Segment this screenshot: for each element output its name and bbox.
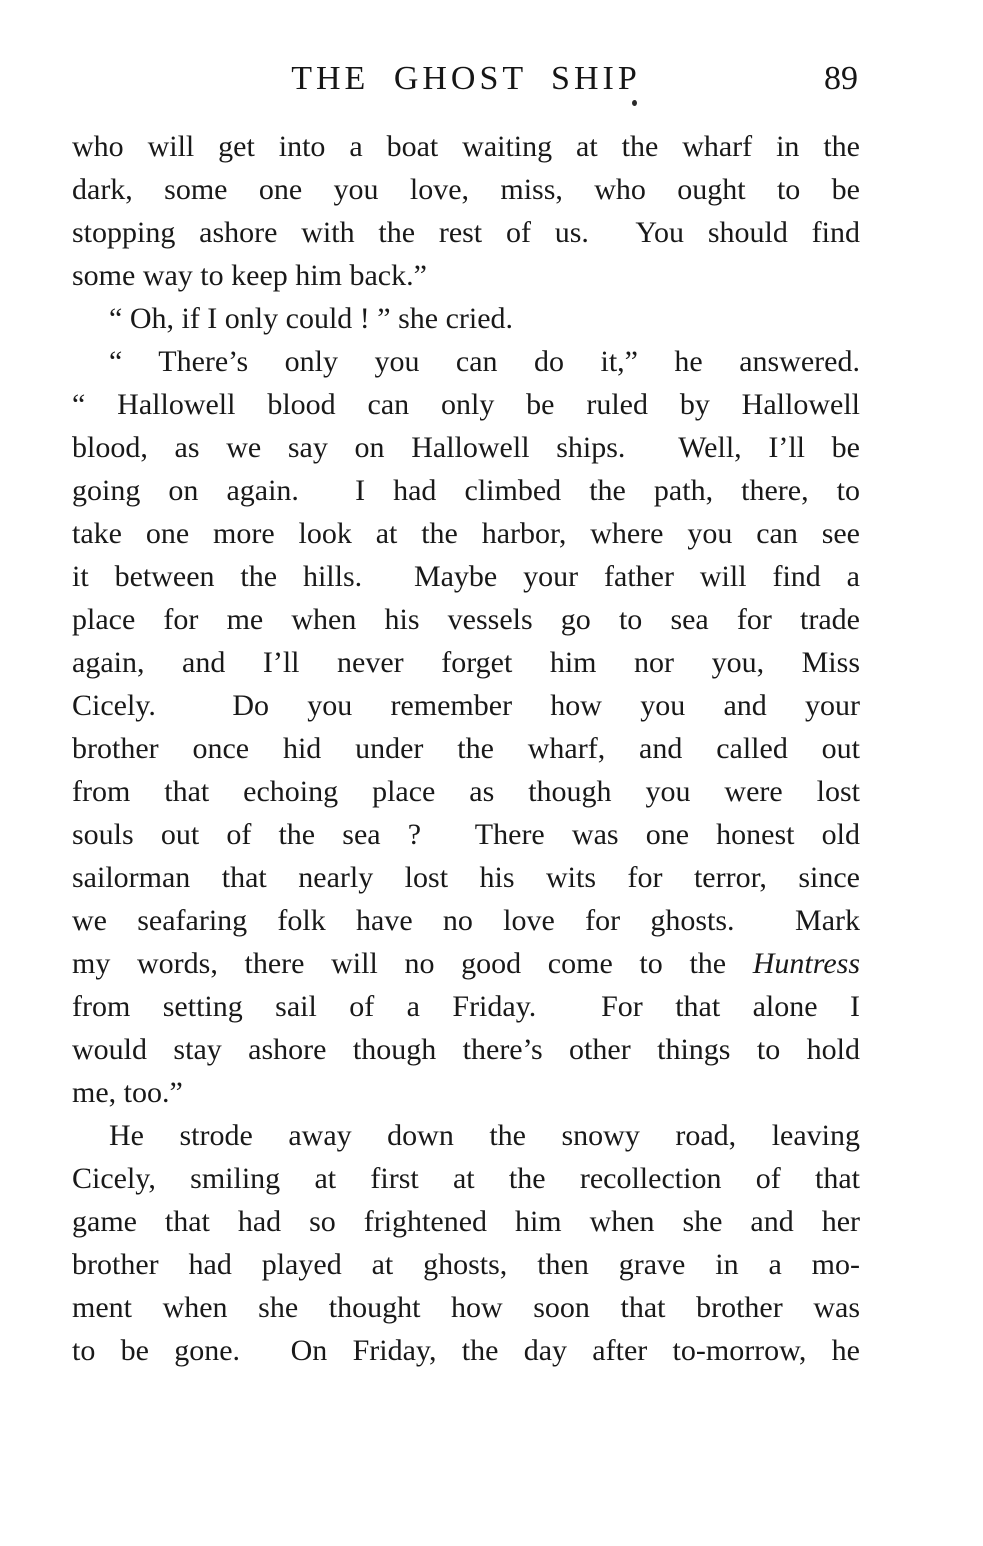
text-line: me, too.”: [72, 1076, 183, 1109]
text-line: stopping ashore with the rest of us. You should find: [72, 216, 860, 249]
text-line: He strode away down the snowy road, leaving: [109, 1119, 860, 1152]
text-line: from setting sail of a Friday. For that alone I: [72, 990, 860, 1023]
text-line: brother once hid under the wharf, and called out: [72, 732, 860, 765]
text-column: [72, 125, 860, 1372]
page-number: 89: [824, 60, 858, 97]
text-line: some way to keep him back.”: [72, 259, 427, 292]
text-line: blood, as we say on Hallowell ships. Well, I’ll be: [72, 431, 860, 464]
text-line: “ Oh, if I only could ! ” she cried.: [109, 302, 514, 335]
text-line: [72, 942, 860, 985]
text-segment: my words, there will no good come to the: [72, 947, 753, 980]
text-line: brother had played at ghosts, then grave in a mo-: [72, 1248, 860, 1281]
paragraph: [72, 125, 860, 297]
scan-speck: [632, 100, 637, 106]
page-title: THE GHOST SHIP: [291, 60, 641, 97]
text-line: sailorman that nearly lost his wits for terror, since: [72, 861, 860, 894]
text-line: again, and I’ll never forget him nor you, Miss: [72, 646, 860, 679]
paragraph: [72, 1114, 860, 1372]
text-line: “ There’s only you can do it,” he answered.: [109, 345, 860, 378]
text-line: it between the hills. Maybe your father will find a: [72, 560, 860, 593]
text-line: we seafaring folk have no love for ghosts. Mark: [72, 904, 860, 937]
paragraph: [72, 340, 860, 1114]
text-line: would stay ashore though there’s other things to hold: [72, 1033, 860, 1066]
text-line: who will get into a boat waiting at the wharf in the: [72, 130, 860, 163]
text-line: to be gone. On Friday, the day after to-morrow, he: [72, 1334, 860, 1367]
text-line: dark, some one you love, miss, who ought to be: [72, 173, 860, 206]
ship-name-italic: Huntress: [752, 947, 860, 980]
text-line: going on again. I had climbed the path, there, to: [72, 474, 860, 507]
text-line: game that had so frightened him when she and her: [72, 1205, 860, 1238]
running-header: [72, 55, 860, 103]
text-line: place for me when his vessels go to sea for trade: [72, 603, 860, 636]
text-line: take one more look at the harbor, where you can see: [72, 517, 860, 550]
text-line: Cicely. Do you remember how you and your: [72, 689, 860, 722]
text-line: “ Hallowell blood can only be ruled by Hallowell: [72, 388, 860, 421]
paragraph: [72, 297, 860, 340]
text-line: souls out of the sea ? There was one honest old: [72, 818, 860, 851]
text-line: from that echoing place as though you were lost: [72, 775, 860, 808]
text-line: Cicely, smiling at first at the recollection of that: [72, 1162, 860, 1195]
text-line: ment when she thought how soon that brother was: [72, 1291, 860, 1324]
